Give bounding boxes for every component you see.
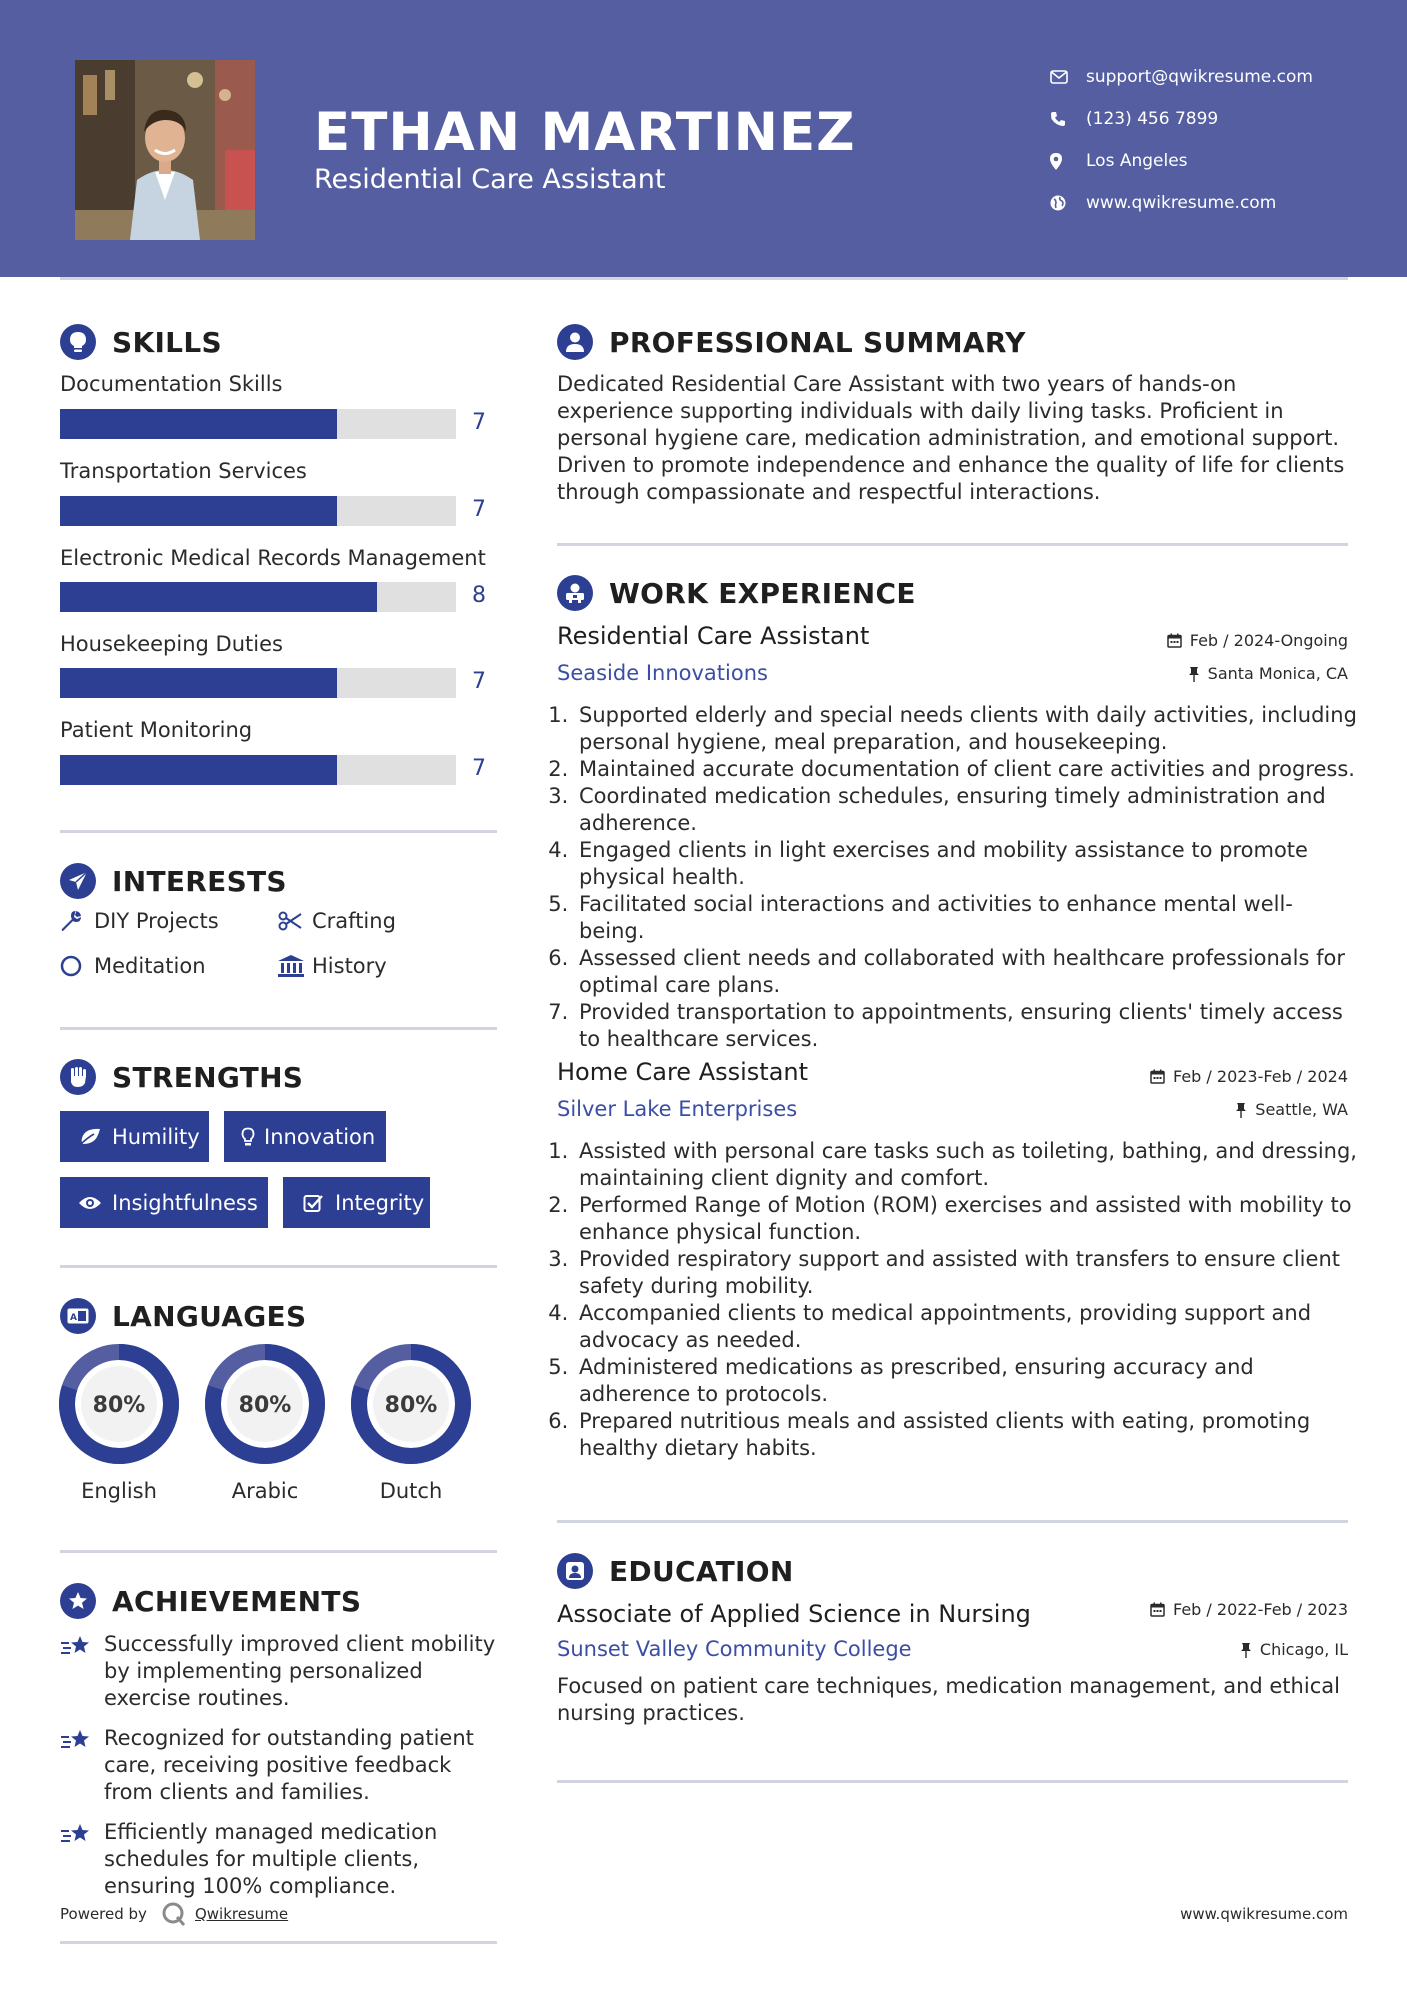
job-bullet: 3. Provided respiratory support and assisted with transfers to ensure client safety during mobility. [575, 1246, 1357, 1300]
language-percent: 80% [384, 1393, 438, 1418]
strength-label: Innovation [264, 1124, 376, 1149]
map-pin-icon [1050, 153, 1086, 170]
interest-item [278, 954, 387, 978]
powered-by [60, 1901, 288, 1927]
interest-label: DIY Projects [94, 909, 219, 933]
strength-badge [283, 1177, 430, 1228]
skill-bar [60, 409, 456, 439]
job-dates-text: Feb / 2024-Ongoing [1189, 631, 1348, 650]
language-ring [59, 1344, 179, 1464]
pushpin-icon [1240, 1642, 1252, 1658]
strength-badge [60, 1177, 268, 1228]
language-name: Dutch [379, 1479, 443, 1503]
interest-label: History [312, 954, 387, 978]
pushpin-icon [1235, 1102, 1247, 1118]
job-bullet: 4. Engaged clients in light exercises and mobility assistance to promote physical health. [575, 837, 1357, 891]
job-company: Silver Lake Enterprises [557, 1097, 798, 1121]
briefcase-user-icon [557, 575, 593, 611]
achievements-title: ACHIEVEMENTS [112, 1584, 362, 1618]
contact-email[interactable] [1050, 56, 1395, 98]
interests-heading [60, 863, 287, 899]
skill-bar-fill [60, 409, 337, 439]
job-bullet: 5. Facilitated social interactions and activities to enhance mental well-being. [575, 891, 1357, 945]
achievement-item [60, 1631, 500, 1712]
globe-icon [1050, 195, 1086, 211]
interest-label: Crafting [312, 909, 396, 933]
section-divider [60, 830, 497, 833]
paper-plane-icon [60, 863, 96, 899]
language-percent: 80% [92, 1393, 146, 1418]
contact-email-text: support@qwikresume.com [1086, 67, 1313, 87]
calendar-icon [1150, 1602, 1165, 1617]
education-heading [557, 1553, 794, 1589]
job-bullets [557, 1138, 1357, 1462]
job-bullet: 2. Maintained accurate documentation of client care activities and progress. [575, 756, 1357, 783]
wrench-icon [60, 910, 94, 932]
skill-label: Patient Monitoring [60, 718, 253, 742]
skills-heading [60, 324, 222, 360]
scissors-icon [278, 911, 312, 931]
qwikresume-logo-icon [161, 1901, 187, 1927]
raised-fist-icon [60, 1059, 96, 1095]
skill-bar-fill [60, 496, 337, 526]
languages-heading [60, 1298, 306, 1334]
education-title: EDUCATION [609, 1554, 794, 1588]
job-company: Seaside Innovations [557, 661, 768, 685]
interest-item [60, 954, 206, 978]
star-badge-icon [60, 1583, 96, 1619]
shooting-star-icon [60, 1725, 104, 1806]
education-dates [1150, 1600, 1348, 1619]
skills-title: SKILLS [112, 325, 222, 359]
skill-bar [60, 496, 456, 526]
interest-label: Meditation [94, 954, 206, 978]
strength-label: Insightfulness [112, 1190, 258, 1215]
education-degree: Associate of Applied Science in Nursing [557, 1600, 1031, 1628]
shooting-star-icon [60, 1819, 104, 1900]
skill-bar [60, 668, 456, 698]
skill-label: Documentation Skills [60, 372, 283, 396]
job-bullet: 3. Coordinated medication schedules, ensuring timely administration and adherence. [575, 783, 1357, 837]
job-bullet: 6. Assessed client needs and collaborated with healthcare professionals for optimal care plans. [575, 945, 1357, 999]
job-bullet: 5. Administered medications as prescribed, ensuring accuracy and adherence to protocols. [575, 1354, 1357, 1408]
contact-phone-text: (123) 456 7899 [1086, 109, 1219, 129]
job-location-text: Seattle, WA [1255, 1100, 1348, 1119]
candidate-name: ETHAN MARTINEZ [314, 102, 856, 163]
profile-photo [75, 60, 255, 240]
job-dates [1150, 1067, 1348, 1086]
summary-text: Dedicated Residential Care Assistant with two years of hands-on experience supporting individuals with daily living tasks. Proficient in personal hygiene care, medication administration, and emotional support. Driven to promote independence and enhance the quality of life for clients through compassionate and respectful interactions. [557, 372, 1345, 504]
contact-phone[interactable] [1050, 98, 1395, 140]
contact-location [1050, 140, 1395, 182]
powered-by-label: Powered by [60, 1905, 147, 1923]
job-dates-text: Feb / 2023-Feb / 2024 [1173, 1067, 1348, 1086]
contact-list [1050, 56, 1395, 224]
job-bullet: 6. Prepared nutritious meals and assisted clients with eating, promoting healthy dietary habits. [575, 1408, 1357, 1462]
svg-text:A: A [70, 1313, 77, 1323]
skill-bar-fill [60, 755, 337, 785]
language-ring [205, 1344, 325, 1464]
summary-heading [557, 324, 1026, 360]
achievement-text: Successfully improved client mobility by implementing personalized exercise routines. [104, 1632, 496, 1710]
job-bullet: 7. Provided transportation to appointments, ensuring clients' timely access to healthcare services. [575, 999, 1357, 1053]
language-percent: 80% [238, 1393, 292, 1418]
interest-item [60, 909, 219, 933]
skill-bar-fill [60, 668, 337, 698]
contact-location-text: Los Angeles [1086, 151, 1188, 171]
section-divider [60, 1941, 497, 1944]
skill-level: 7 [472, 756, 486, 781]
experience-title: WORK EXPERIENCE [609, 576, 916, 610]
graduate-icon [557, 1553, 593, 1589]
language-icon [60, 1298, 96, 1334]
skill-bar [60, 582, 456, 612]
skill-level: 7 [472, 410, 486, 435]
resume-header [0, 0, 1407, 277]
job-bullet: 2. Performed Range of Motion (ROM) exercises and assisted with mobility to enhance physical function. [575, 1192, 1357, 1246]
language-name: Arabic [231, 1479, 299, 1503]
museum-icon [278, 955, 312, 977]
job-location-text: Santa Monica, CA [1207, 664, 1348, 683]
job-bullets [557, 702, 1357, 1053]
contact-website-text: www.qwikresume.com [1086, 193, 1277, 213]
strength-badge [224, 1111, 386, 1162]
skill-label: Electronic Medical Records Management [60, 546, 486, 570]
phone-icon [1050, 111, 1086, 127]
section-divider [60, 1027, 497, 1030]
skill-label: Transportation Services [60, 459, 307, 483]
eye-icon [72, 1195, 108, 1211]
footer-website-link[interactable]: www.qwikresume.com [1180, 1905, 1348, 1923]
lightbulb-icon [236, 1127, 260, 1147]
section-divider [557, 1520, 1348, 1523]
achievements-heading [60, 1583, 361, 1619]
section-divider [557, 1780, 1348, 1783]
job-title: Residential Care Assistant [557, 622, 870, 650]
experience-heading [557, 575, 916, 611]
user-icon [557, 324, 593, 360]
education-school: Sunset Valley Community College [557, 1637, 912, 1661]
education-location-text: Chicago, IL [1259, 1640, 1348, 1659]
achievement-text: Recognized for outstanding patient care, receiving positive feedback from clients and families. [104, 1726, 474, 1804]
achievement-item [60, 1725, 500, 1806]
job-location [1235, 1100, 1348, 1119]
check-square-icon [295, 1193, 331, 1213]
skill-level: 7 [472, 669, 486, 694]
skill-level: 7 [472, 497, 486, 522]
calendar-icon [1167, 633, 1182, 648]
shooting-star-icon [60, 1631, 104, 1712]
job-dates [1167, 631, 1348, 650]
leaf-icon [72, 1128, 108, 1146]
interest-item [278, 909, 396, 933]
strength-label: Integrity [335, 1190, 425, 1215]
language-name: English [81, 1479, 157, 1503]
skill-bar [60, 755, 456, 785]
section-divider [557, 543, 1348, 546]
job-bullet: 1. Assisted with personal care tasks such as toileting, bathing, and dressing, maintaining client dignity and comfort. [575, 1138, 1357, 1192]
job-title: Home Care Assistant [557, 1058, 809, 1086]
contact-website[interactable] [1050, 182, 1395, 224]
strength-label: Humility [112, 1124, 200, 1149]
skill-bar-fill [60, 582, 377, 612]
languages-title: LANGUAGES [112, 1299, 307, 1333]
job-bullet: 4. Accompanied clients to medical appointments, providing support and advocacy as needed. [575, 1300, 1357, 1354]
envelope-icon [1050, 70, 1086, 84]
calendar-icon [1150, 1069, 1165, 1084]
achievement-item [60, 1819, 500, 1900]
strength-badge [60, 1111, 209, 1162]
education-location [1240, 1640, 1348, 1659]
candidate-title: Residential Care Assistant [314, 164, 666, 195]
strengths-title: STRENGTHS [112, 1060, 304, 1094]
section-divider [60, 1265, 497, 1268]
header-divider [60, 277, 1348, 280]
strengths-heading [60, 1059, 303, 1095]
interests-title: INTERESTS [112, 864, 287, 898]
language-ring [351, 1344, 471, 1464]
education-dates-text: Feb / 2022-Feb / 2023 [1173, 1600, 1348, 1619]
education-description: Focused on patient care techniques, medication management, and ethical nursing practices. [557, 1674, 1340, 1725]
skill-label: Housekeeping Duties [60, 632, 283, 656]
summary-title: PROFESSIONAL SUMMARY [609, 325, 1026, 359]
job-bullet: 1. Supported elderly and special needs clients with daily activities, including personal hygiene, meal preparation, and housekeeping. [575, 702, 1357, 756]
pushpin-icon [1188, 666, 1200, 682]
achievement-text: Efficiently managed medication schedules for multiple clients, ensuring 100% compliance. [104, 1820, 438, 1898]
powered-by-link[interactable]: Qwikresume [194, 1905, 289, 1923]
circle-icon [60, 955, 94, 977]
lightbulb-icon [60, 324, 96, 360]
skill-level: 8 [472, 583, 486, 608]
section-divider [60, 1550, 497, 1553]
job-location [1188, 664, 1348, 683]
